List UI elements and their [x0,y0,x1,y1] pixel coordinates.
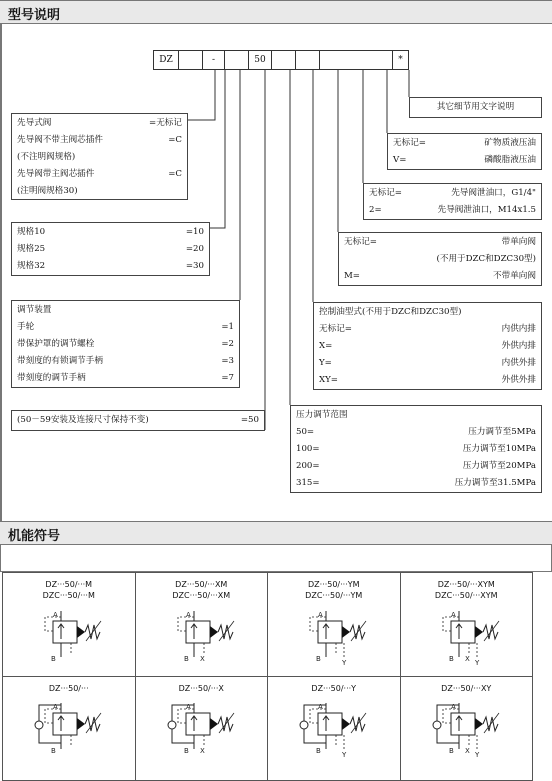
code-cell-pressure [271,50,296,70]
pressure-row-desc: 压力调节至31.5MPa [454,478,536,488]
other-details-box [409,97,542,118]
pilot-row-code: =无标记 [149,118,182,128]
symbol-cell [135,572,269,677]
drain-row-desc: 先导阀泄油口，M14x1.5 [437,205,536,215]
pilot-row-label: 先导式阀 [17,118,52,128]
port-b-label: B [51,655,56,663]
size-row-label: 规格10 [17,227,46,237]
series-box [11,410,265,431]
symbol-cell [267,676,401,781]
port-a-label: A [185,611,191,619]
valve-symbol [296,697,376,763]
valve-body [186,621,210,643]
control-row-label: XY= [319,375,338,385]
check-valve [35,721,43,729]
adjust-box [11,300,240,388]
pilot-type-box [11,113,188,200]
port-x-label: X [464,747,470,755]
symbol-cell [267,572,401,677]
symbol-cell [2,676,136,781]
control-row-label: 无标记= [319,324,352,334]
port-b-label: B [316,655,321,663]
pressure-range-box [290,405,542,493]
check-row-label: M= [344,271,360,281]
symbol-cell [400,572,534,677]
other-details-label: 其它细节用文字说明 [436,102,515,112]
pressure-row-label: 315= [296,478,320,488]
port-x-label: X [199,747,205,755]
check-row-label: 无标记= [344,237,377,247]
symbol-title-line: DZ···50/···XM [175,580,228,589]
port-a-label: A [318,611,323,619]
valve-body [318,621,342,643]
adjust-row-code: =1 [221,322,234,332]
size-row-code: =20 [185,244,204,254]
valve-symbol [296,603,376,669]
symbol-title-line: DZ···50/···XY [441,684,492,693]
port-y-label: Y [342,751,347,759]
pilot-triangle [210,626,218,638]
port-b-label: B [183,747,189,755]
symbol-title [136,579,268,601]
adjust-row-label: 带保护罩的调节螺栓 [17,339,95,349]
check-valve [168,721,176,729]
code-cell-control [295,50,320,70]
adjust-row-code: =2 [221,339,234,349]
pilot-triangle [210,718,218,730]
symbol-title [401,579,533,601]
port-y-label: Y [342,659,347,667]
pilot-row-label: (注明阀规格30) [17,186,78,196]
pressure-row-desc: 压力调节至5MPa [468,427,536,437]
control-row-label: Y= [319,358,332,368]
symbol-grid [2,572,532,780]
symbol-cell [135,676,269,781]
fluid-row-label: 无标记= [393,138,426,148]
valve-body [53,621,77,643]
symbol-title-line: DZC···50/···M [42,591,95,600]
symbol-title [401,683,533,694]
fluid-row-desc: 矿物质液压油 [484,138,536,148]
port-b-label: B [448,747,454,755]
pilot-triangle [77,718,85,730]
check-row-desc: (不用于DZC和DZC30型) [436,254,536,264]
code-cell-other: * [392,50,409,70]
port-x-label: X [199,655,205,663]
valve-body [53,713,77,735]
symbol-title-line: DZ···50/···M [45,580,93,589]
size-row-code: =10 [185,227,204,237]
pressure-row-desc: 压力调节至20MPa [462,461,536,471]
code-cell-adjust [224,50,249,70]
pilot-triangle [475,626,483,638]
valve-symbol [429,697,509,763]
valve-symbol [429,603,509,669]
pilot-row-label: 先导阀带主阀芯插件 [17,169,95,179]
pilot-row-label: 先导阀不带主阀芯插件 [17,135,103,145]
symbol-section-title: 机能符号 [8,529,61,544]
adjust-row-label: 手轮 [17,322,35,332]
symbol-title [268,683,400,694]
port-a-label: A [185,703,191,711]
pilot-row-code: =C [168,169,182,179]
model-code-bar [153,50,408,70]
symbol-title-line: DZC···50/···XM [172,591,231,600]
port-a-label: A [450,703,456,711]
code-cell-dz: DZ [153,50,179,70]
model-section-title: 型号说明 [8,8,61,23]
control-row-desc: 外供内排 [501,341,536,351]
fluid-row-desc: 磷酸脂液压油 [484,155,536,165]
port-a-label: A [318,703,323,711]
port-y-label: Y [474,751,479,759]
control-row-label: 控制油型式(不用于DZC和DZC30型) [319,307,462,317]
pressure-row-label: 200= [296,461,320,471]
control-row-desc: 内供内排 [501,324,536,334]
size-row-label: 规格25 [17,244,46,254]
symbol-section-spacer [0,545,552,572]
valve-symbol [31,697,111,763]
pilot-triangle [77,626,85,638]
port-y-label: Y [474,659,479,667]
pressure-row-label: 100= [296,444,320,454]
symbol-section-header [0,521,552,545]
check-valve [433,721,441,729]
symbol-title [3,683,135,694]
symbol-title-line: DZ···50/··· [48,684,89,693]
valve-symbol [164,697,244,763]
port-b-label: B [448,655,454,663]
pilot-row-label: (不注明阀规格) [17,152,76,162]
symbol-title [136,683,268,694]
valve-body [186,713,210,735]
size-row-code: =30 [185,261,204,271]
code-cell-options [319,50,393,70]
control-row-label: X= [319,341,333,351]
port-a-label: A [450,611,456,619]
check-row-desc: 不带单向阀 [493,271,536,281]
size-row-label: 规格32 [17,261,46,271]
symbol-title-line: DZ···50/···YM [307,580,360,589]
pilot-triangle [475,718,483,730]
port-b-label: B [316,747,321,755]
symbol-title-line: DZ···50/···X [178,684,224,693]
drain-row-desc: 先导阀泄油口，G1/4" [451,188,536,198]
valve-body [451,621,475,643]
adjust-row-label: 带刻度的调节手柄 [17,373,86,383]
drain-row-label: 2= [369,205,382,215]
port-a-label: A [53,703,58,711]
code-cell-series: 50 [248,50,272,70]
port-b-label: B [51,747,56,755]
series-row-label: (50－59安装及连接尺寸保持不变) [17,415,149,425]
fluid-box [387,133,542,170]
control-oil-box [313,302,542,390]
drain-row-label: 无标记= [369,188,402,198]
valve-body [318,713,342,735]
adjust-row-label: 带刻度的有锁调节手柄 [17,356,103,366]
pressure-row-desc: 压力调节至10MPa [462,444,536,454]
symbol-title [268,579,400,601]
symbol-title [3,579,135,601]
port-a-label: A [53,611,58,619]
valve-body [451,713,475,735]
size-box [11,222,210,276]
series-row-code: =50 [240,415,259,425]
check-valve-box [338,232,542,286]
port-x-label: X [464,655,470,663]
valve-symbol [31,603,111,669]
symbol-title-line: DZ···50/···XYM [437,580,495,589]
drain-box [363,183,542,220]
adjust-row-code: =3 [221,356,234,366]
valve-symbol [164,603,244,669]
symbol-title-line: DZC···50/···YM [305,591,363,600]
symbol-cell [400,676,534,781]
symbol-cell [2,572,136,677]
pressure-row-label: 50= [296,427,315,437]
check-row-desc: 带单向阀 [501,237,536,247]
pilot-triangle [342,718,350,730]
pressure-row-label: 压力调节范围 [296,410,348,420]
control-row-desc: 内供外排 [501,358,536,368]
adjust-row-label: 调节装置 [17,305,52,315]
symbol-title-line: DZ···50/···Y [311,684,357,693]
pilot-row-code: =C [168,135,182,145]
code-cell-pilot [178,50,203,70]
fluid-row-label: V= [393,155,407,165]
check-valve [300,721,308,729]
code-cell-dash: - [202,50,225,70]
port-b-label: B [183,655,189,663]
control-row-desc: 外供外排 [501,375,536,385]
pilot-triangle [342,626,350,638]
adjust-row-code: =7 [221,373,234,383]
symbol-title-line: DZC···50/···XYM [434,591,498,600]
